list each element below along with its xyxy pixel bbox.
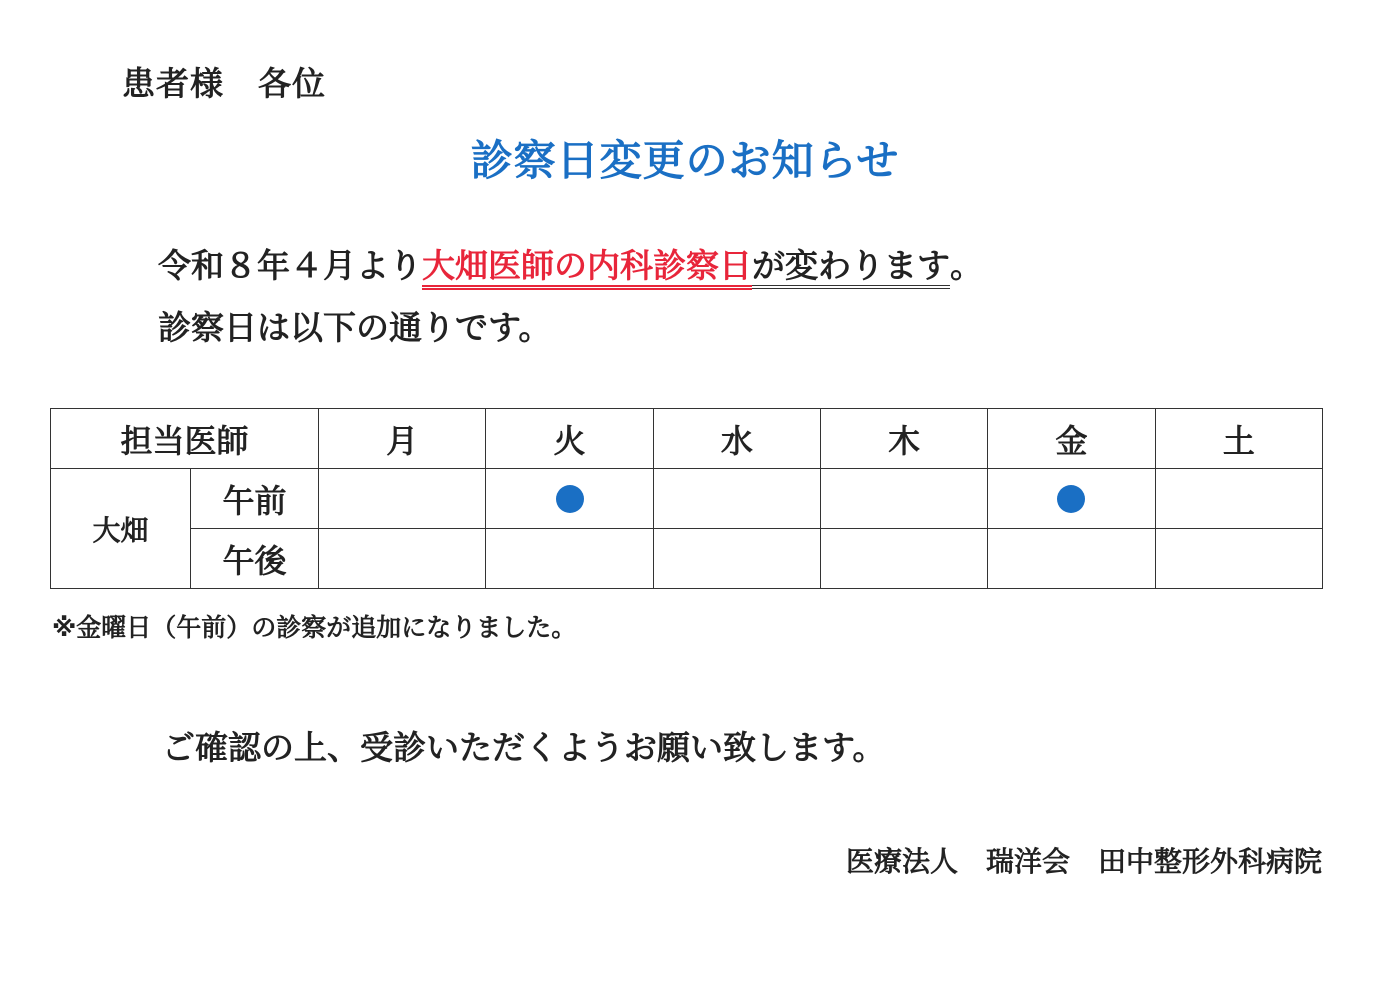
slot-label-afternoon: 午後 [191, 529, 319, 589]
cell-afternoon-sat [1155, 529, 1322, 589]
schedule-row-afternoon [51, 529, 1323, 589]
day-header-sat: 土 [1155, 409, 1322, 469]
notice-title: 診察日変更のお知らせ [470, 136, 900, 185]
cell-morning-wed [653, 469, 820, 529]
day-header-fri: 金 [988, 409, 1155, 469]
cell-morning-mon [319, 469, 486, 529]
announcement-highlight: 大畑医師の内科診察日 [422, 247, 752, 290]
cell-afternoon-tue [486, 529, 653, 589]
recipient-line: 患者様 各位 [122, 64, 326, 103]
header-doctor-cell: 担当医師 [51, 409, 319, 469]
day-header-mon: 月 [319, 409, 486, 469]
announcement-prefix: 令和８年４月より [158, 246, 422, 285]
schedule-row-morning [51, 469, 1323, 529]
cell-morning-fri [988, 469, 1155, 529]
cell-morning-tue [486, 469, 653, 529]
day-header-tue: 火 [486, 409, 653, 469]
announcement-suffix: が変わります [752, 247, 950, 289]
availability-dot-icon [556, 485, 584, 513]
organization-signature: 医療法人 瑞洋会 田中整形外科病院 [845, 845, 1322, 878]
cell-morning-sat [1155, 469, 1322, 529]
cell-afternoon-mon [319, 529, 486, 589]
cell-morning-thu [821, 469, 988, 529]
availability-dot-icon [1057, 485, 1085, 513]
announcement-period: 。 [950, 246, 983, 285]
cell-afternoon-wed [653, 529, 820, 589]
cell-afternoon-fri [988, 529, 1155, 589]
doctor-name-cell: 大畑 [51, 469, 191, 589]
schedule-note: ※金曜日（午前）の診察が追加になりました。 [52, 613, 577, 642]
schedule-intro-line: 診察日は以下の通りです。 [158, 308, 552, 347]
day-header-thu: 木 [821, 409, 988, 469]
schedule-table [50, 408, 1323, 589]
slot-label-morning: 午前 [191, 469, 319, 529]
announcement-line [158, 240, 983, 290]
day-header-wed: 水 [653, 409, 820, 469]
schedule-header-row [51, 409, 1323, 469]
closing-line: ご確認の上、受診いただくようお願い致します。 [162, 728, 886, 767]
cell-afternoon-thu [821, 529, 988, 589]
